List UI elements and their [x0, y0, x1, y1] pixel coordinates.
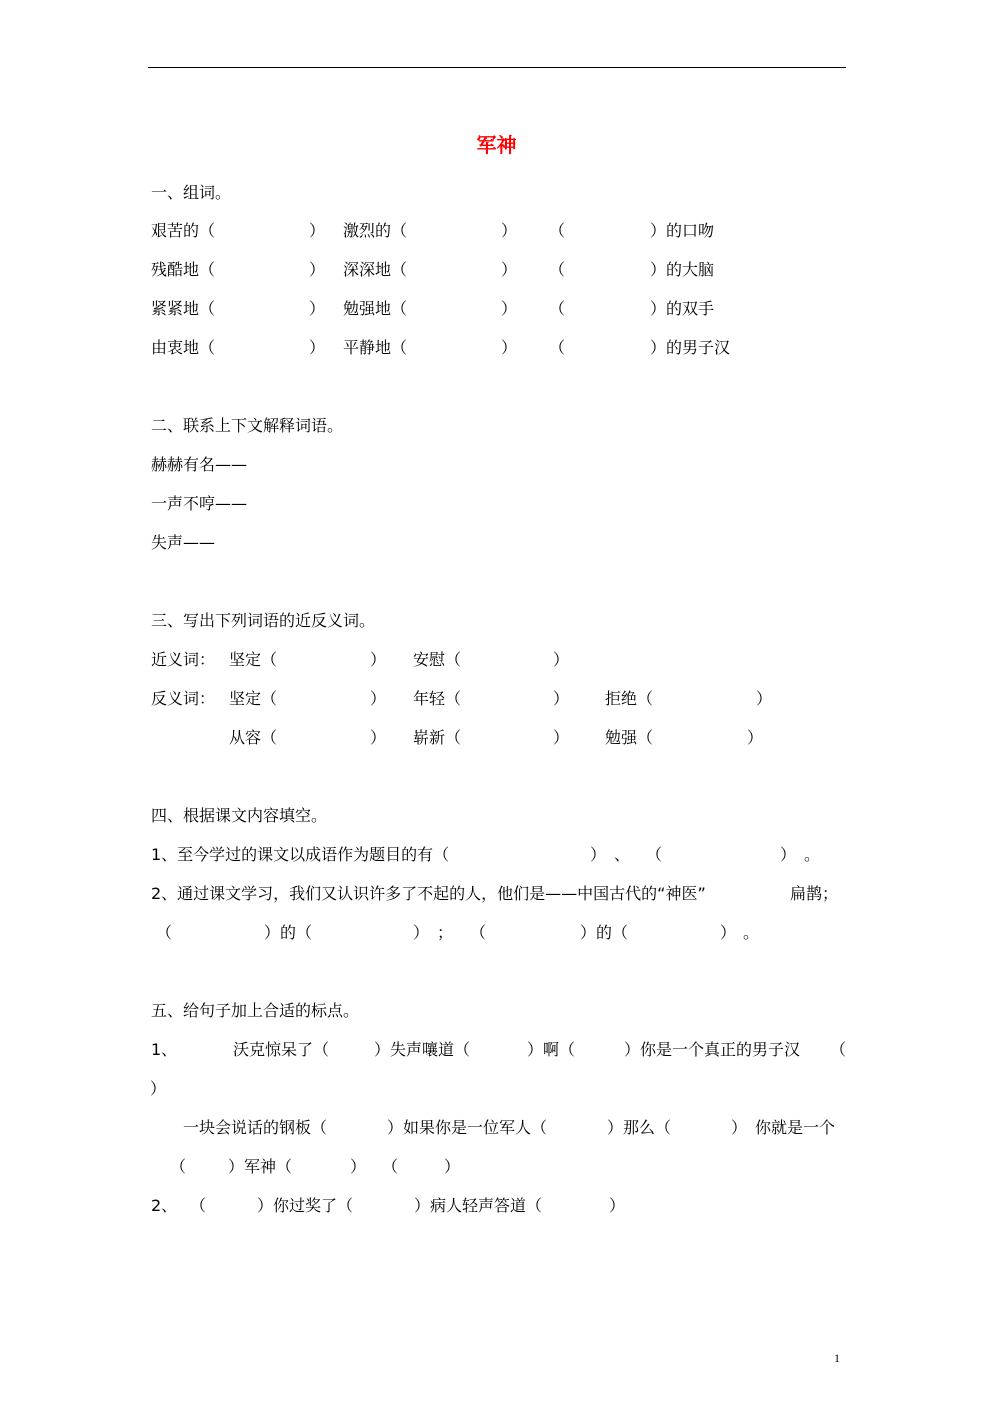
s1-r1-b-close: ） [501, 221, 518, 240]
syn-1: 坚定（ [229, 650, 278, 669]
s5-q2-p4: ） [609, 1196, 626, 1215]
s1-r2-c: ）的大脑 [650, 260, 715, 279]
s4-q2-line1: 2、通过课文学习，我们又认识许多了不起的人，他们是——中国古代的“神医” [151, 884, 706, 903]
ant-3-close: ） [756, 689, 773, 708]
s5-q1-l2: ） [150, 1079, 167, 1098]
s5-q1-l3-p4: ） [731, 1118, 748, 1137]
syn-2-close: ） [553, 650, 570, 669]
s1-r2-b-close: ） [501, 260, 518, 279]
ant-1-close: ） [370, 689, 387, 708]
s5-q1-l3-p3: ）那么（ [607, 1118, 672, 1137]
s1-r2-a-close: ） [309, 260, 326, 279]
section5-heading: 五、给句子加上合适的标点。 [151, 1001, 360, 1020]
s5-q1-l1-p2: ）失声嚷道（ [374, 1040, 471, 1059]
s4-q1-sep: 、 [614, 845, 631, 864]
s1-r4-c: ）的男子汉 [650, 338, 731, 357]
s5-q2-num: 2、 [151, 1196, 178, 1215]
syn-1-close: ） [370, 650, 387, 669]
s1-r3-a-close: ） [309, 299, 326, 318]
page-title: 军神 [476, 133, 517, 157]
s1-r4-b-close: ） [501, 338, 518, 357]
s5-q1-l1-p3: ）啊（ [527, 1040, 576, 1059]
s5-q1-l4-p1: （ [170, 1157, 187, 1176]
s5-q1-l3-p2: ）如果你是一位军人（ [387, 1118, 548, 1137]
s5-q1-l4-p3: ） [350, 1157, 367, 1176]
s1-r3-b-close: ） [501, 299, 518, 318]
ant-5-close: ） [553, 728, 570, 747]
s4-q2-p6: ）的（ [580, 923, 629, 942]
s5-q2-p3: ）病人轻声答道（ [414, 1196, 543, 1215]
s2-item-2: 一声不哼—— [151, 494, 248, 513]
s4-q2-p5: （ [470, 923, 487, 942]
section4-heading: 四、根据课文内容填空。 [151, 806, 328, 825]
ant-6: 勉强（ [605, 728, 654, 747]
ant-4-close: ） [370, 728, 387, 747]
ant-3: 拒绝（ [605, 689, 654, 708]
s5-q1-l3-p5: 你就是一个 [755, 1118, 836, 1137]
section1-heading: 一、组词。 [151, 183, 232, 202]
antonym-label: 反义词： [151, 689, 216, 708]
s1-r3-c: ）的双手 [650, 299, 715, 318]
s1-r2-c-open: （ [549, 260, 566, 279]
s1-r1-a: 艰苦的（ [151, 221, 216, 240]
s1-r4-c-open: （ [549, 338, 566, 357]
ant-1: 坚定（ [229, 689, 278, 708]
s1-r1-a-close: ） [309, 221, 326, 240]
s4-q2-p7: ） [720, 923, 737, 942]
s1-r3-a: 紧紧地（ [151, 299, 216, 318]
s4-q2-line1-end: 扁鹊； [790, 884, 839, 903]
s4-q1-close2: ） [780, 845, 797, 864]
header-rule [148, 67, 846, 68]
ant-5: 崭新（ [413, 728, 462, 747]
s4-q1-text: 1、至今学过的课文以成语作为题目的有（ [151, 845, 450, 864]
s1-r3-b: 勉强地（ [343, 299, 408, 318]
s2-item-3: 失声—— [151, 533, 216, 552]
s4-q2-p1: （ [156, 923, 173, 942]
s5-q1-l1-p1: 沃克惊呆了（ [233, 1040, 330, 1059]
ant-2: 年轻（ [413, 689, 462, 708]
s4-q2-p2: ）的（ [264, 923, 313, 942]
s1-r1-b: 激烈的（ [343, 221, 408, 240]
s1-r1-c-open: （ [549, 221, 566, 240]
s1-r4-b: 平静地（ [343, 338, 408, 357]
s4-q2-p8: 。 [743, 923, 760, 942]
s4-q1-end: 。 [804, 845, 821, 864]
s5-q1-l4-p5: ） [444, 1157, 461, 1176]
s5-q1-l4-p2: ）军神（ [228, 1157, 293, 1176]
s5-q1-l3-p1: 一块会说话的钢板（ [183, 1118, 328, 1137]
section2-heading: 二、联系上下文解释词语。 [151, 416, 344, 435]
s5-q2-p2: ）你过奖了（ [257, 1196, 354, 1215]
page-number: 1 [834, 1351, 840, 1365]
s1-r3-c-open: （ [549, 299, 566, 318]
s1-r2-a: 残酷地（ [151, 260, 216, 279]
s5-q1-l4-p4: （ [382, 1157, 399, 1176]
s5-q1-num: 1、 [151, 1040, 178, 1059]
ant-6-close: ） [747, 728, 764, 747]
s5-q2-p1: （ [190, 1196, 207, 1215]
s1-r4-a: 由衷地（ [151, 338, 216, 357]
s1-r1-c: ）的口吻 [650, 221, 715, 240]
ant-4: 从容（ [229, 728, 278, 747]
s1-r2-b: 深深地（ [343, 260, 408, 279]
s5-q1-l1-p4: ）你是一个真正的男子汉 [624, 1040, 801, 1059]
s4-q1-open2: （ [646, 845, 663, 864]
s4-q2-p3: ） [413, 923, 430, 942]
s1-r4-a-close: ） [309, 338, 326, 357]
syn-2: 安慰（ [413, 650, 462, 669]
s5-q1-l1-p5: （ [830, 1040, 847, 1059]
section3-heading: 三、写出下列词语的近反义词。 [151, 611, 376, 630]
ant-2-close: ） [553, 689, 570, 708]
synonym-label: 近义词： [151, 650, 216, 669]
s2-item-1: 赫赫有名—— [151, 455, 248, 474]
s4-q1-close1: ） [590, 845, 607, 864]
s4-q2-p4: ； [437, 923, 454, 942]
